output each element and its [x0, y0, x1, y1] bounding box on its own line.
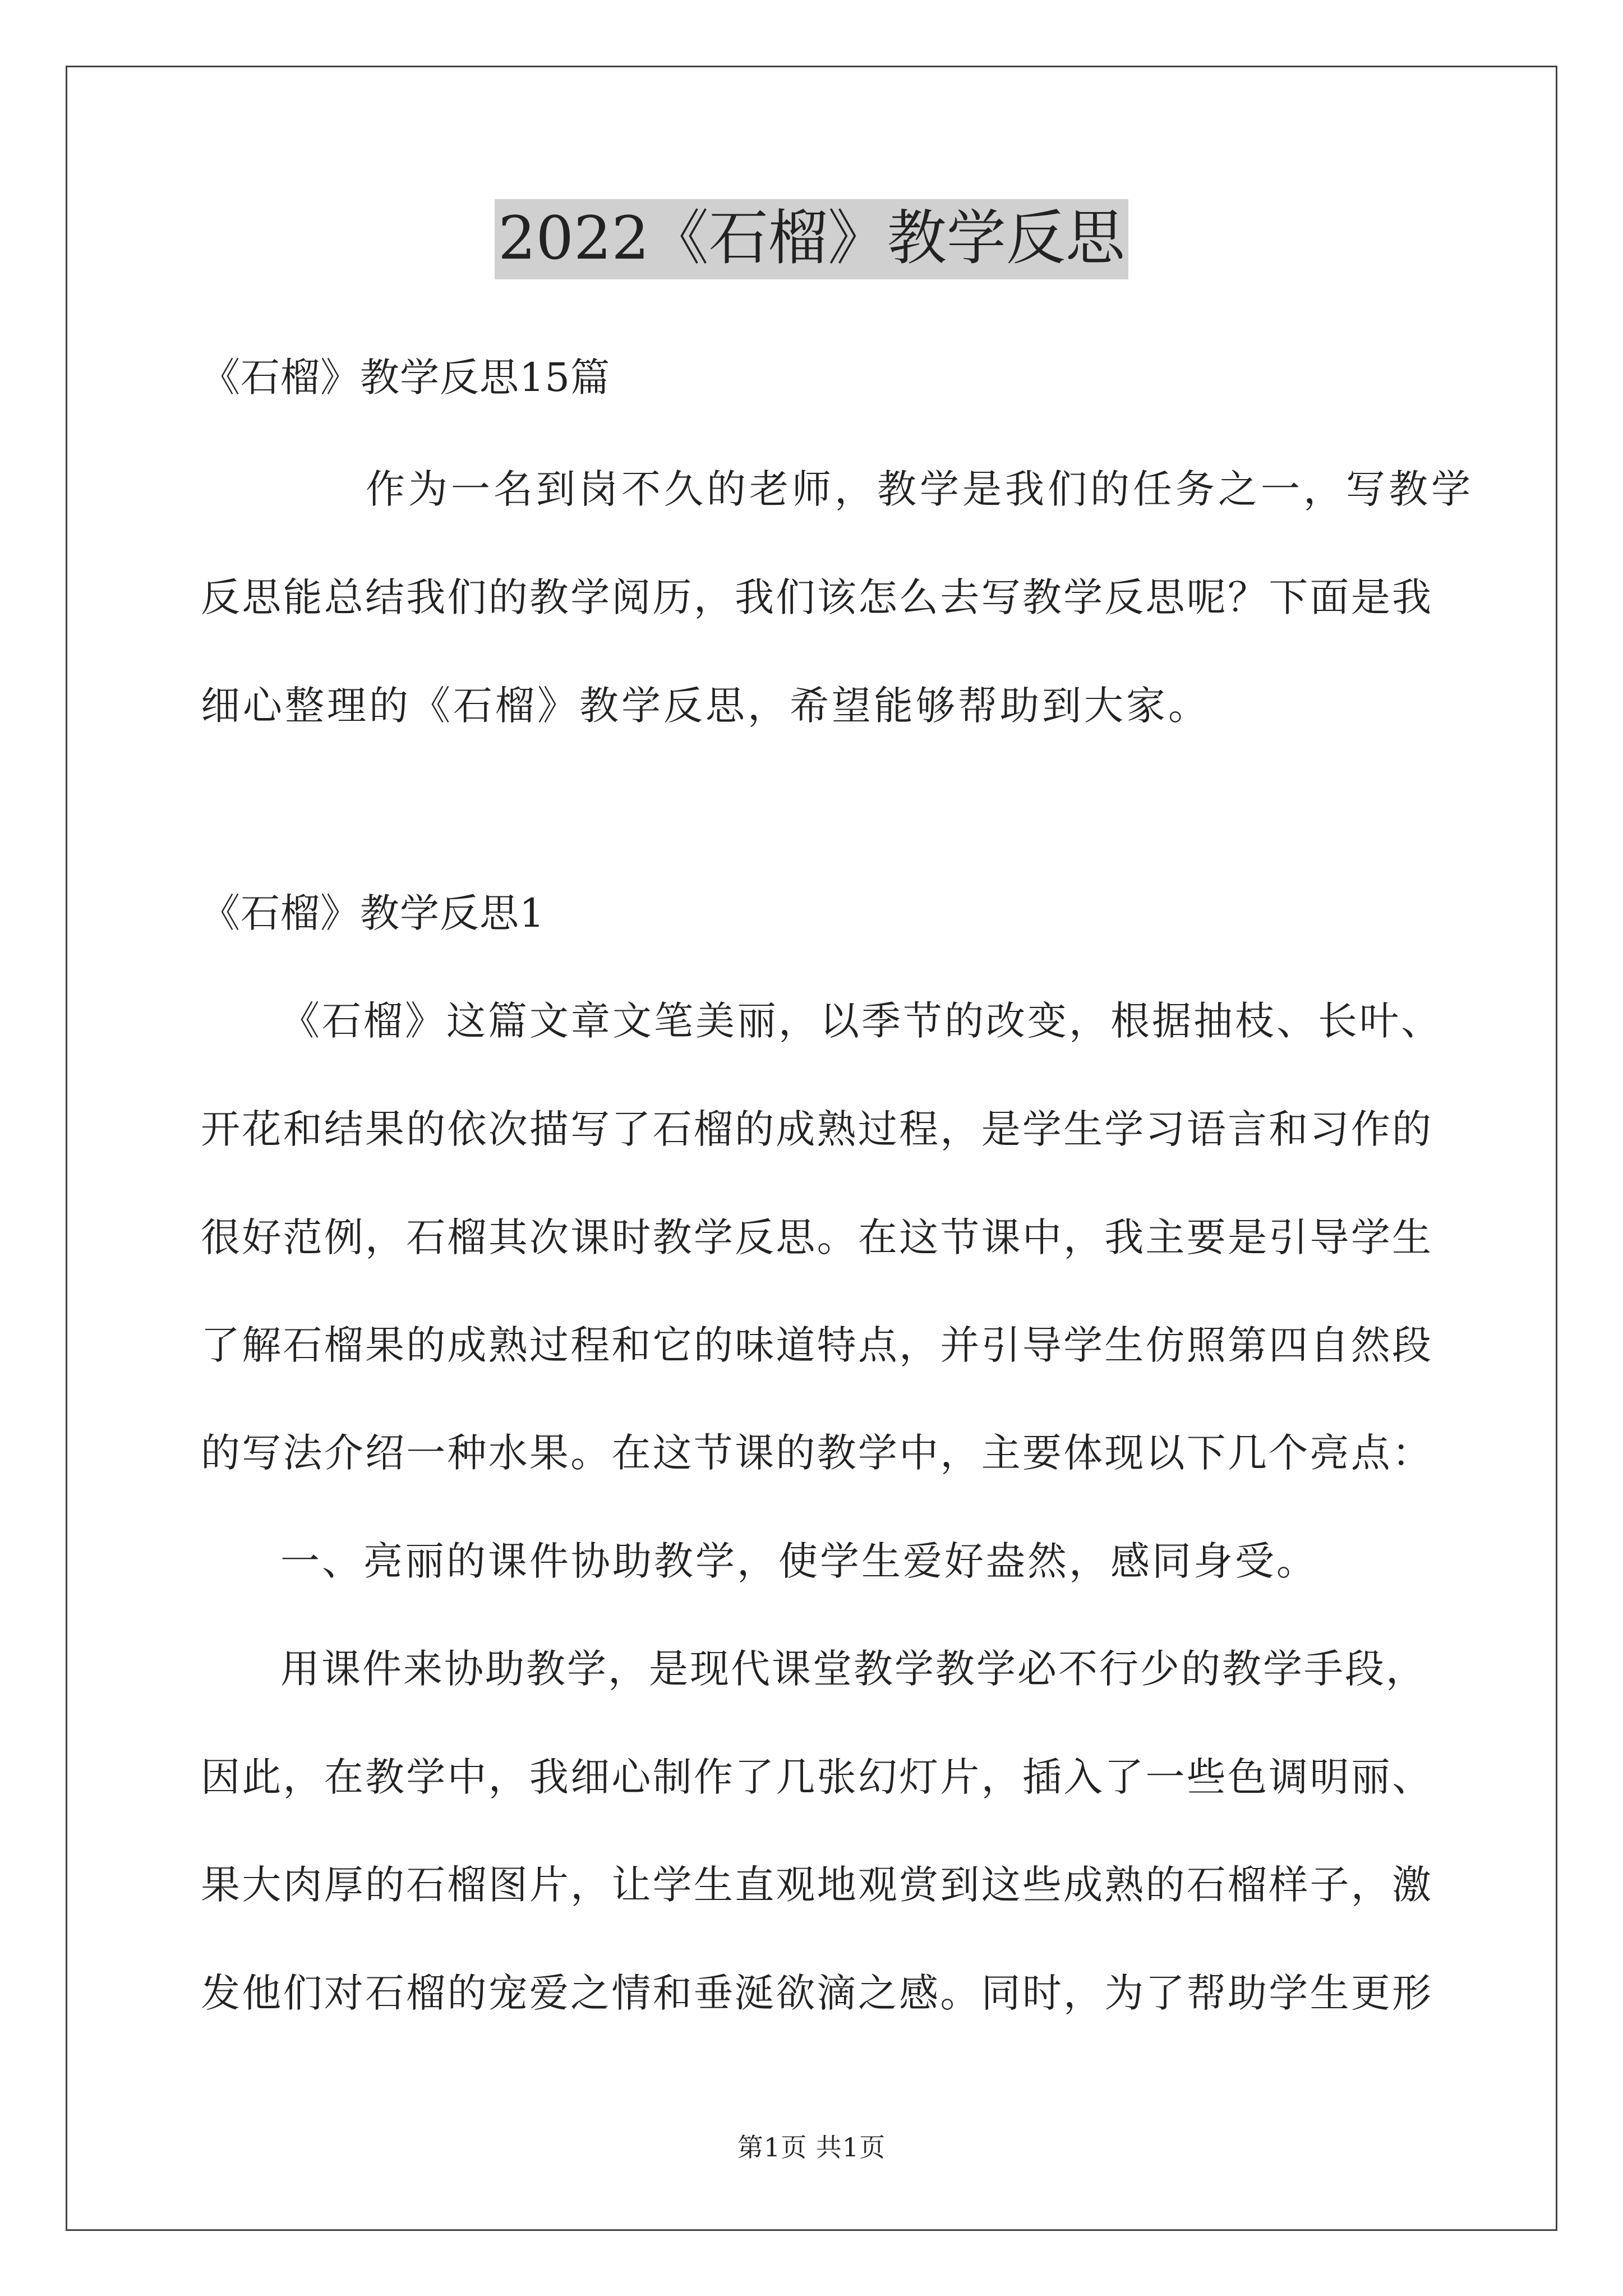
intro-line-1: 作为一名到岗不久的老师，教学是我们的任务之一，写教学: [366, 466, 1474, 512]
page-footer: 第1页 共1页: [737, 2132, 886, 2162]
para1-line-1: 《石榴》这篇文章文笔美丽，以季节的改变，根据抽枝、长叶、: [280, 998, 1442, 1044]
para2-line-4: 发他们对石榴的宠爱之情和垂涎欲滴之感。同时，为了帮助学生更形: [201, 1970, 1431, 2016]
point-1: 一、亮丽的课件协助教学，使学生爱好盎然，感同身受。: [280, 1538, 1318, 1584]
document-title: [0, 199, 1623, 279]
para1-line-2: 开花和结果的依次描写了石榴的成熟过程，是学生学习语言和习作的: [201, 1106, 1431, 1152]
para2-line-1: 用课件来协助教学，是现代课堂教学教学必不行少的教学手段，: [280, 1646, 1427, 1692]
para2-line-3: 果大肉厚的石榴图片，让学生直观地观赏到这些成熟的石榴样子，激: [201, 1862, 1431, 1908]
para2-line-2: 因此，在教学中，我细心制作了几张幻灯片，插入了一些色调明丽、: [201, 1754, 1431, 1800]
subtitle: 《石榴》教学反思15篇: [201, 355, 611, 401]
para1-line-5: 的写法介绍一种水果。在这节课的教学中，主要体现以下几个亮点：: [201, 1430, 1431, 1476]
para1-line-4: 了解石榴果的成熟过程和它的味道特点，并引导学生仿照第四自然段: [201, 1322, 1431, 1368]
section-heading: 《石榴》教学反思1: [201, 890, 545, 936]
intro-line-3: 细心整理的《石榴》教学反思，希望能够帮助到大家。: [201, 683, 1210, 729]
para1-line-3: 很好范例，石榴其次课时教学反思。在这节课中，我主要是引导学生: [201, 1214, 1431, 1260]
document-title-text: 2022《石榴》教学反思: [495, 199, 1128, 279]
intro-line-2: 反思能总结我们的教学阅历，我们该怎么去写教学反思呢？下面是我: [201, 574, 1431, 620]
